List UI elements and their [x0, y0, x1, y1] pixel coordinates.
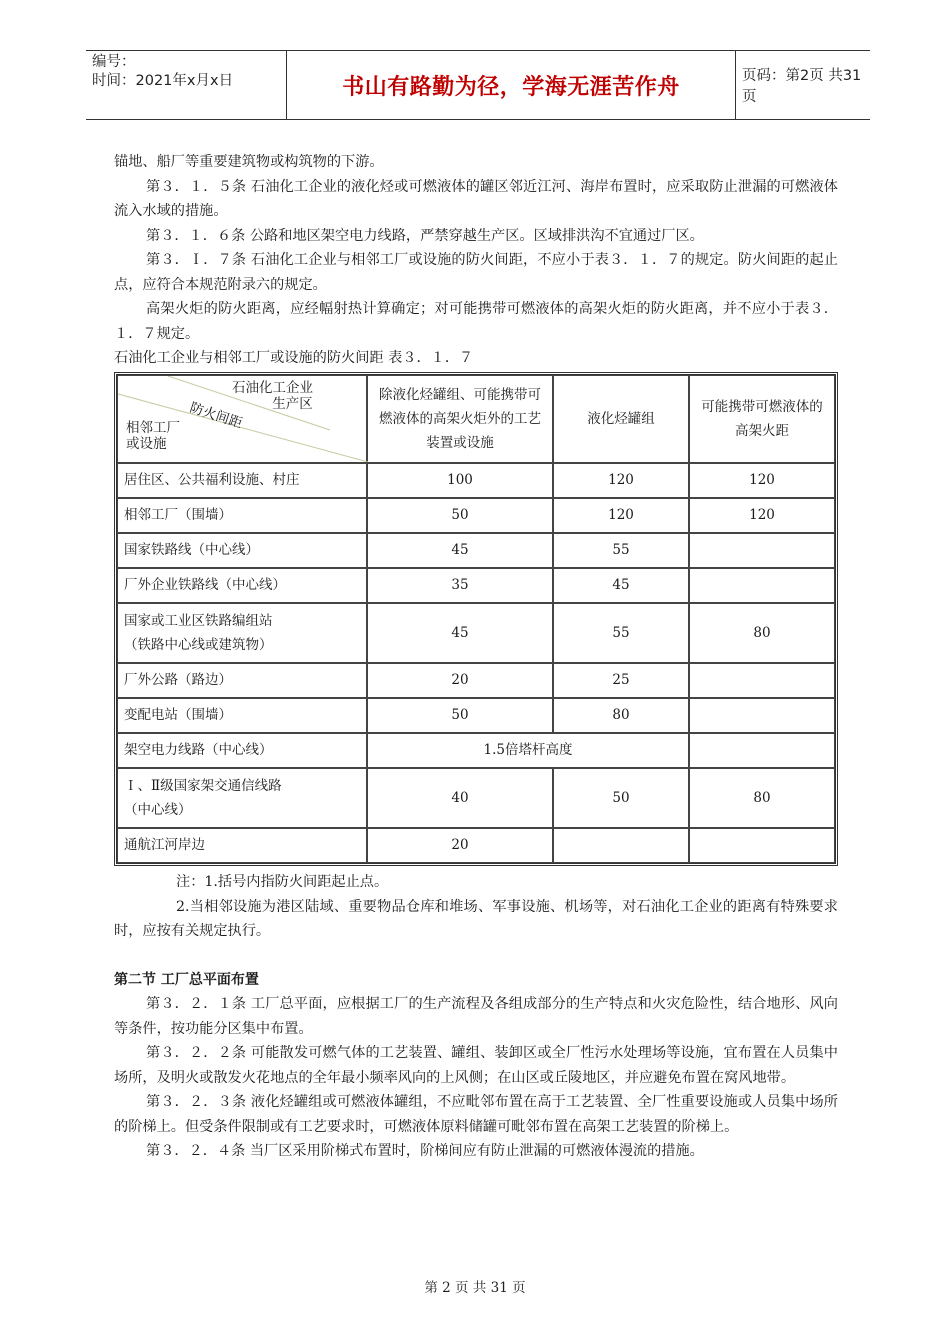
header-meta	[92, 53, 233, 91]
table-row	[117, 768, 835, 828]
table-cell: 80	[689, 768, 835, 828]
row-label: 相邻工厂（围墙）	[117, 498, 367, 533]
table-cell: 45	[367, 533, 553, 568]
table-caption: 石油化工企业与相邻工厂或设施的防火间距 表３．１．７	[114, 350, 474, 366]
row-label-line: （中心线）	[124, 802, 192, 818]
paragraph: 第３．Ｉ．７条 石油化工企业与相邻工厂或设施的防火间距，不应小于表３．１．７的规定。防火间距的起止点，应符合本规范附录六的规定。	[114, 252, 838, 293]
corner-bottom-line2: 或设施	[126, 436, 167, 452]
note: 2.当相邻设施为港区陆域、重要物品仓库和堆场、军事设施、机场等，对石油化工企业的距离有特殊要求时，应按有关规定执行。	[114, 898, 838, 939]
document-body	[114, 150, 838, 1164]
page-footer: 第 2 页 共 31 页	[424, 1280, 526, 1296]
row-label-line: 国家或工业区铁路编组站	[124, 613, 273, 629]
table-cell: 20	[367, 663, 553, 698]
row-label: 厂外公路（路边）	[117, 663, 367, 698]
table-cell	[553, 828, 689, 863]
header-motto-box	[286, 51, 736, 119]
paragraph: 第３．２．３条 液化烃罐组或可燃液体罐组，不应毗邻布置在高于工艺装置、全厂性重要设施或人员集中场所的阶梯上。但受条件限制或有工艺要求时，可燃液体原料储罐可毗邻布置在高架工艺装置的阶梯上。	[114, 1094, 838, 1135]
table-cell	[689, 733, 835, 768]
paragraph: 第３．２．４条 当厂区采用阶梯式布置时，阶梯间应有防止泄漏的可燃液体漫流的措施。	[146, 1143, 704, 1159]
row-label: 架空电力线路（中心线）	[117, 733, 367, 768]
row-label	[117, 768, 367, 828]
paragraph: 第３．２．２条 可能散发可燃气体的工艺装置、罐组、装卸区或全厂性污水处理场等设施，宜布置在人员集中场所，及明火或散发火花地点的全年最小频率风向的上风侧；在山区或丘陵地区，并应避免布置在窝风地带。	[114, 1045, 838, 1086]
table-row	[117, 463, 835, 498]
table-cell: 120	[553, 463, 689, 498]
table-row	[117, 698, 835, 733]
table-notes	[114, 870, 838, 944]
row-label: 居住区、公共福利设施、村庄	[117, 463, 367, 498]
corner-top-line2: 生产区	[272, 396, 313, 412]
table-cell: 20	[367, 828, 553, 863]
row-label	[117, 603, 367, 663]
table-cell: 100	[367, 463, 553, 498]
table-cell: 120	[689, 463, 835, 498]
note: 注：1.括号内指防火间距起止点。	[176, 874, 389, 890]
table-cell-merged: 1.5倍塔杆高度	[367, 733, 689, 768]
table-row	[117, 568, 835, 603]
table-cell: 120	[553, 498, 689, 533]
corner-bottom-line1: 相邻工厂	[126, 420, 180, 436]
table-cell: 45	[367, 603, 553, 663]
fire-distance-table	[114, 372, 838, 866]
paragraph: 第３．１．６条 公路和地区架空电力线路，严禁穿越生产区。区域排洪沟不宜通过厂区。	[146, 227, 704, 244]
table-cell: 45	[553, 568, 689, 603]
table-cell	[689, 828, 835, 863]
table-corner-header	[117, 375, 367, 463]
table-cell: 80	[553, 698, 689, 733]
table-cell: 80	[689, 603, 835, 663]
table-cell: 50	[367, 698, 553, 733]
paragraph: 锚地、船厂等重要建筑物或构筑物的下游。	[114, 154, 384, 170]
table-cell	[689, 663, 835, 698]
table-cell: 50	[553, 768, 689, 828]
table-cell: 40	[367, 768, 553, 828]
table-cell: 50	[367, 498, 553, 533]
row-label: 变配电站（围墙）	[117, 698, 367, 733]
header-motto: 书山有路勤为径，学海无涯苦作舟	[342, 73, 680, 100]
column-header: 可能携带可燃液体的高架火距	[689, 375, 835, 463]
time-label: 时间：2021年x月x日	[92, 73, 234, 89]
paragraph: 第３．２．１条 工厂总平面，应根据工厂的生产流程及各组成部分的生产特点和火灾危险性，结合地形、风向等条件，按功能分区集中布置。	[114, 996, 838, 1037]
table-cell	[689, 568, 835, 603]
header-page-code: 页码：第2页 共31页	[742, 68, 862, 105]
section-title: 第二节 工厂总平面布置	[114, 971, 259, 988]
table-cell: 25	[553, 663, 689, 698]
table-row	[117, 533, 835, 568]
corner-middle: 防火间距	[187, 399, 245, 432]
table-row	[117, 498, 835, 533]
table-row	[117, 733, 835, 768]
corner-top-line1: 石油化工企业	[232, 380, 313, 396]
paragraph: 第３．１．５条 石油化工企业的液化烃或可燃液体的罐区邻近江河、海岸布置时，应采取防止泄漏的可燃液体流入水域的措施。	[114, 178, 838, 219]
table-cell: 55	[553, 603, 689, 663]
paragraph: 高架火炬的防火距离，应经幅射热计算确定；对可能携带可燃液体的高架火炬的防火距离，并不应小于表３．１．７规定。	[114, 301, 838, 342]
table-row	[117, 603, 835, 663]
table-row	[117, 828, 835, 863]
table-cell	[689, 533, 835, 568]
table-cell: 120	[689, 498, 835, 533]
table-row	[117, 663, 835, 698]
number-label: 编号：	[92, 54, 136, 70]
table-cell: 35	[367, 568, 553, 603]
row-label: 国家铁路线（中心线）	[117, 533, 367, 568]
row-label: 通航江河岸边	[117, 828, 367, 863]
row-label-line: Ｉ、Ⅱ级国家架交通信线路	[124, 778, 282, 794]
row-label-line: （铁路中心线或建筑物）	[124, 637, 273, 653]
column-header: 除液化烃罐组、可能携带可燃液体的高架火炬外的工艺装置或设施	[367, 375, 553, 463]
row-label: 厂外企业铁路线（中心线）	[117, 568, 367, 603]
column-header: 液化烃罐组	[553, 375, 689, 463]
page-header	[86, 50, 870, 120]
table-cell: 55	[553, 533, 689, 568]
table-cell	[689, 698, 835, 733]
